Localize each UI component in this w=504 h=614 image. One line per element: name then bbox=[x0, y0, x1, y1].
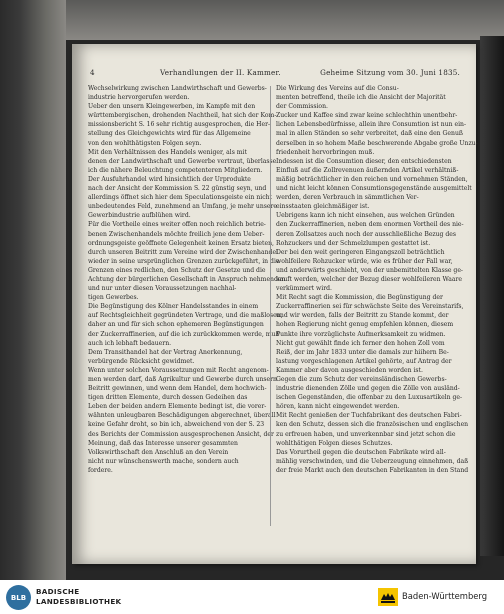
page-header bbox=[90, 68, 460, 80]
text-line: Mit Recht genießen der Tuchfabrikant des deutschen Fabri- bbox=[276, 412, 462, 420]
text-line: auch ich lebhaft bedauern. bbox=[88, 339, 172, 347]
text-line: mäßig beträchtlicher in den reichen und vornehmen Ständen, bbox=[276, 175, 468, 183]
text-line: wohlthätigen Folgen dieses Schutzes. bbox=[276, 439, 393, 447]
text-line: wohlfeilere Rohzucker würde, wie es früher der Fall war, bbox=[276, 257, 453, 265]
text-line: Rohzuckers und der Schmelzlumpen gestattet ist. bbox=[276, 239, 431, 247]
text-line: werden, deren Verbrauch in sämmtlichen Ver- bbox=[276, 194, 419, 202]
text-line: und wir werden, falls der Beitritt zu Stande kommt, der bbox=[276, 312, 449, 320]
text-line: Mit den Verhältnissen des Handels weniger, als mit bbox=[88, 148, 247, 156]
text-line: derselben in so hohem Maße beschwerende Abgabe große Unzu- bbox=[276, 139, 478, 147]
text-line: Wenn unter solchen Voraussetzungen mit Recht angenom- bbox=[88, 366, 269, 374]
text-line: und anderwärts geschieht, von der unbemittelten Klasse ge- bbox=[276, 266, 463, 274]
text-line: Achtung der bürgerlichen Gesellschaft in Anspruch nehmenden bbox=[88, 275, 286, 283]
text-line: Die Begünstigung des Kölner Handelsstandes in einem bbox=[88, 303, 259, 311]
text-line: menten betreffend, theile ich die Ansicht der Majorität bbox=[276, 94, 446, 102]
text-line: daher an und für sich schon ephemeren Begünstigungen bbox=[88, 321, 264, 329]
page-running-title: Verhandlungen der II. Kammer. bbox=[160, 68, 281, 77]
text-line: Ueber den unsern Kleingewerben, im Kampfe mit den bbox=[88, 103, 256, 111]
text-line: ordnungsgeiste geöffnete Gelegenheit keinen Ersatz bieten, bbox=[88, 239, 274, 247]
text-line: und nur unter diesen Voraussetzungen nachhal- bbox=[88, 285, 237, 293]
text-line: den Zuckerraffinerien, neben dem enormen Vortheil des nie- bbox=[276, 221, 464, 229]
text-line: von den wohlthätigsten Folgen seyn. bbox=[88, 139, 202, 147]
text-line: Volkswirthschaft den Anschluß an den Verein bbox=[88, 448, 229, 456]
text-line: keine Gefahr droht, so bin ich, abweichend von der S. 23 bbox=[88, 421, 265, 429]
text-line: Mit Recht sagt die Kommission, die Begünstigung der bbox=[276, 294, 443, 302]
text-line: württembergischen, drohenden Nachtheil, hat sich der Kom- bbox=[88, 112, 277, 120]
text-line: Punkte ihre vorzüglichste Aufmerksamkeit zu widmen. bbox=[276, 330, 446, 338]
text-line: hören, kann nicht eingewendet werden. bbox=[276, 403, 400, 411]
text-line: Für die Vortheile eines weiter offen noch reichlich betrie- bbox=[88, 221, 266, 229]
text-line: ich die nähere Beleuchtung competenteren Mitgliedern. bbox=[88, 166, 263, 174]
blb-logo-icon: BLB bbox=[6, 585, 31, 610]
text-line: Indessen ist die Consumtion dieser, den entschiedensten bbox=[276, 157, 452, 165]
text-line: wähnten unleugbaren Beschädigungen abgerechnet, überall bbox=[88, 412, 276, 420]
text-line: benen Zwischenhandels möchte freilich jene dem Ueber- bbox=[88, 230, 265, 238]
text-line: nach der Ansicht der Kommission S. 22 günstig seyn, und bbox=[88, 185, 267, 193]
text-line: industrie dienenden Zölle und gegen die Zölle von ausländ- bbox=[276, 385, 460, 393]
text-line: der freie Markt auch den deutschen Fabrikanten in den Stand bbox=[276, 466, 469, 474]
text-line: verkümmert wird. bbox=[276, 285, 332, 293]
text-line: allerdings öffnet sich hier dem Speculationsgeiste ein nicht bbox=[88, 194, 272, 202]
book-page bbox=[72, 44, 476, 564]
baden-wuerttemberg-lions-icon bbox=[378, 588, 398, 606]
text-line: Zucker und Kaffee sind zwar keine schlechthin unentbehr- bbox=[276, 112, 458, 120]
text-line: Leben der beiden andern Elemente bedingt ist, die vorer- bbox=[88, 403, 267, 411]
book-cover-top bbox=[66, 0, 504, 40]
text-line: hohen Regierung nicht genug empfehlen können, diesem bbox=[276, 321, 454, 329]
text-line: lastung vorgeschlagenen Artikel gehörte, auf Antrag der bbox=[276, 357, 452, 365]
column-divider bbox=[270, 86, 271, 526]
text-line: Grenzen eines redlichen, den Schutz der Gesetze und die bbox=[88, 266, 266, 274]
text-line: Zuckerraffinerien sei für schwächste Seite des Vereinstarifs, bbox=[276, 303, 464, 311]
text-line: Nicht gut gewählt finde ich ferner den hohen Zoll vom bbox=[276, 339, 445, 347]
library-footer bbox=[0, 580, 504, 614]
text-line: mal in allen Ständen so sehr verbreitet, daß eine den Genuß bbox=[276, 130, 463, 138]
library-name-line2: LANDESBIBLIOTHEK bbox=[36, 597, 122, 606]
text-line: zu erfreuen haben, und unverkennbar sind jetzt schon die bbox=[276, 430, 456, 438]
text-line: Beitritt gewinnen, und wenn dem Handel, dem hochwich- bbox=[88, 385, 267, 393]
library-name bbox=[36, 587, 121, 607]
text-line: der Zuckerraffinerien, auf die ich zurückkommen werde, muß bbox=[88, 330, 280, 338]
text-line: denen der Landwirthschaft und Gewerbe vertraut, überlasse bbox=[88, 157, 277, 165]
book-binding-edge bbox=[0, 0, 66, 580]
text-line: mählig verschwinden, und die Ueberzeugung einnehmen, daß bbox=[276, 457, 469, 465]
library-name-line1: BADISCHE bbox=[36, 587, 80, 596]
text-line: Kammer aber davon ausgeschieden worden ist. bbox=[276, 366, 423, 374]
state-name: Baden-Württemberg bbox=[402, 591, 488, 601]
text-line: Die Wirkung des Vereins auf die Consu- bbox=[276, 85, 399, 92]
text-line: des Berichts der Commission ausgesprochenen Ansicht, der bbox=[88, 430, 274, 438]
text-line: und nicht leicht können Consumtionsgegenstände ausgemittelt bbox=[276, 185, 472, 193]
book-right-edge bbox=[480, 36, 504, 556]
text-line: wieder in seine ursprünglichen Grenzen zurückgeführt, in die bbox=[88, 257, 280, 265]
text-line: Meinung, daß das Interesse unserer gesammten bbox=[88, 439, 238, 447]
text-line: Uebrigens kann ich nicht einsehen, aus welchen Gründen bbox=[276, 212, 455, 220]
text-line: Reiß, der im Jahr 1833 unter die damals zur hiihern Be- bbox=[276, 348, 449, 356]
text-line: tigen dritten Elemente, durch dessen Gedeihen das bbox=[88, 394, 248, 402]
page-session-date: Geheime Sitzung vom 30. Juni 1835. bbox=[320, 68, 460, 77]
text-line: Der Ausfuhrhandel wird hinsichtlich der Urprodukte bbox=[88, 175, 251, 183]
text-line: durch unseren Beitritt zum Vereine wird der Zwischenhandel bbox=[88, 248, 278, 256]
text-line: fordere. bbox=[88, 466, 113, 474]
text-line: tigen Gewerbes. bbox=[88, 294, 139, 302]
text-line: Gewerbindustrie aufblühen wird. bbox=[88, 212, 191, 220]
text-line: kauft werden, welcher der Bezug dieser wohlfeileren Waare bbox=[276, 275, 462, 283]
text-line: industrie hervorgerufen werden. bbox=[88, 94, 190, 102]
text-line: auf Rechtsgleichheit gegründeten Vertrage, und die maßlosen, bbox=[88, 312, 283, 320]
text-line: Dem Transithandel hat der Vertrag Anerkennung, bbox=[88, 348, 243, 356]
text-line: lichen Lebensbedürfnisse, allein ihre Consumtion ist nun ein- bbox=[276, 121, 467, 129]
text-line: ischen Gegenständen, die offenbar zu den Luxusartikeln ge- bbox=[276, 394, 463, 402]
text-line: der Commission. bbox=[276, 103, 328, 111]
left-text-column bbox=[88, 84, 286, 475]
right-text-column bbox=[276, 84, 478, 475]
text-line: Wechselwirkung zwischen Landwirthschaft und Gewerbs- bbox=[88, 85, 267, 92]
text-line: einsstaaten gleichmäßiger ist. bbox=[276, 203, 370, 211]
text-line: ken den Schutz, dessen sich die französischen und englischen bbox=[276, 421, 469, 429]
text-line: friedenheit hervorbringen muß. bbox=[276, 148, 375, 156]
text-line: deren Zollsatzes auch noch der ausschließliche Bezug des bbox=[276, 230, 457, 238]
text-line: Das Vorurtheil gegen die deutschen Fabrikate wird all- bbox=[276, 448, 446, 456]
text-line: Gegen die zum Schutz der vereinsländischen Gewerbs- bbox=[276, 376, 447, 383]
text-line: missionsbericht S. 16 sehr richtig ausgesprochen, die Her- bbox=[88, 121, 271, 129]
text-line: Einfluß auf die Zollrevenuen äußernden Artikel verhältniß- bbox=[276, 166, 459, 174]
text-line: men werden darf, daß Agrikultur und Gewerbe durch unsern bbox=[88, 376, 277, 383]
text-line: Der bei den weit geringeren Eingangszoll beträchtlich bbox=[276, 248, 445, 256]
text-line: unbedeutendes Feld, zunehmend an Umfang, je mehr unsere bbox=[88, 203, 277, 211]
text-line: stellung des Gleichgewichts wird für das Allgemeine bbox=[88, 130, 251, 138]
text-line: nicht nur wünschenswerth mache, sondern auch bbox=[88, 457, 239, 465]
text-line: verbürgende Rücksicht gewidmet. bbox=[88, 357, 195, 365]
page-number: 4 bbox=[90, 68, 95, 77]
